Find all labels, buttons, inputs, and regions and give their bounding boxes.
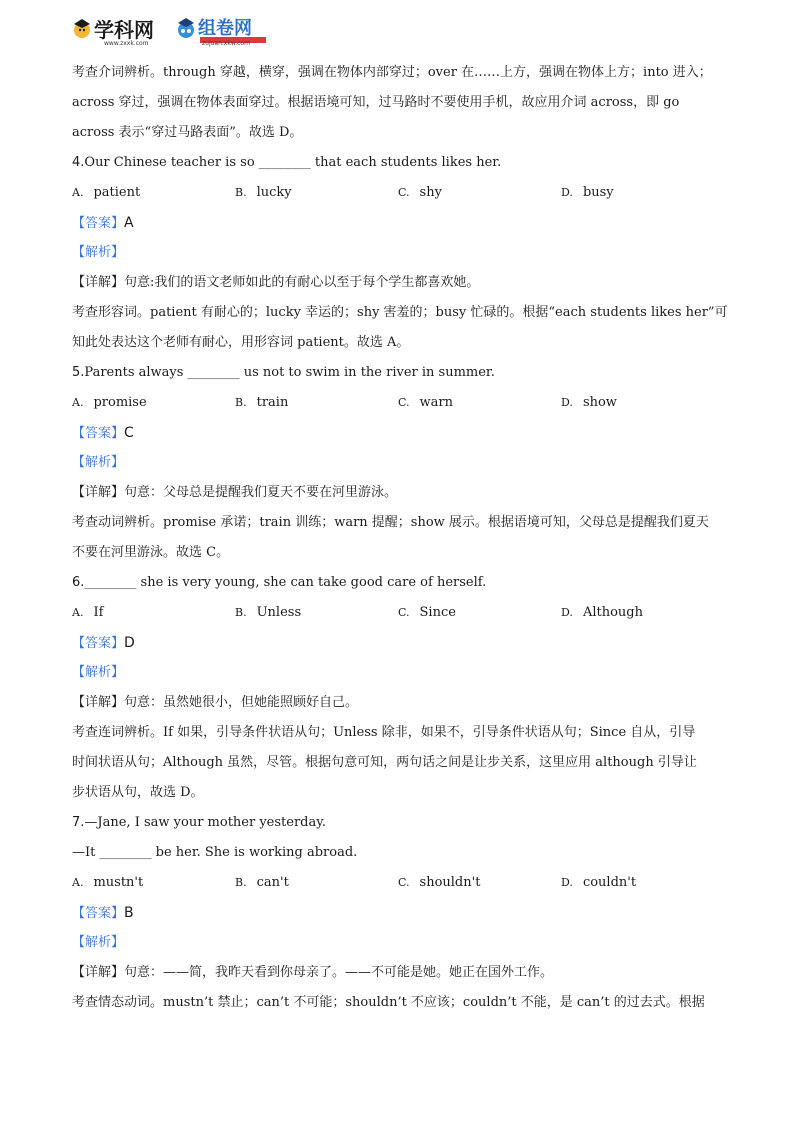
analysis-line — [72, 448, 732, 478]
text-line: across 表示“穿过马路表面”。故选 D。 — [72, 125, 303, 140]
question-text: ________ she is very young, she can take good care of herself. — [84, 575, 487, 590]
detail-line — [72, 268, 732, 298]
logo2-url: zujuan.xkw.com — [202, 40, 250, 47]
detail-tag: 【详解】 — [72, 275, 125, 290]
option-d: D. Although — [561, 605, 643, 620]
option-c: C. shy — [398, 185, 442, 200]
detail-text: 句意：——简，我昨天看到你母亲了。——不可能是她。她正在国外工作。 — [124, 965, 554, 980]
question-stem — [72, 808, 732, 838]
question-text: —Jane, I saw your mother yesterday. — [84, 815, 326, 830]
option-c: C. warn — [398, 395, 453, 410]
page-header — [72, 10, 292, 50]
answer-value: A — [124, 215, 134, 231]
analysis-tag: 【解析】 — [72, 935, 125, 950]
explanation-line: 步状语从句，故选 D。 — [72, 785, 204, 800]
answer-line — [72, 418, 732, 448]
detail-tag: 【详解】 — [72, 485, 125, 500]
logo1-url: www.zxxk.com — [104, 40, 149, 47]
answer-tag: 【答案】 — [72, 636, 125, 651]
answer-tag: 【答案】 — [72, 906, 125, 921]
options-row — [72, 598, 732, 628]
option-a: A. promise — [72, 395, 147, 410]
answer-value: B — [124, 905, 134, 921]
question-number: 7. — [72, 815, 85, 830]
detail-text: 句意:我们的语文老师如此的有耐心以至于每个学生都喜欢她。 — [124, 275, 480, 290]
explanation-line: 考查动词辨析。promise 承诺；train 训练；warn 提醒；show 展示。根据语境可知，父母总是提醒我们夏天 — [72, 515, 709, 530]
page-content — [72, 58, 732, 1018]
question-number: 6. — [72, 575, 85, 590]
option-b: B. Unless — [235, 605, 302, 620]
option-d: D. couldn't — [561, 875, 637, 890]
option-c: C. shouldn't — [398, 875, 481, 890]
answer-tag: 【答案】 — [72, 426, 125, 441]
detail-text: 句意：虽然她很小，但她能照顾好自己。 — [124, 695, 359, 710]
detail-line — [72, 958, 732, 988]
answer-line — [72, 898, 732, 928]
options-row — [72, 868, 732, 898]
question-number: 5. — [72, 365, 85, 380]
answer-value: C — [124, 425, 134, 441]
explanation-line: 考查情态动词。mustn’t 禁止；can’t 不可能；shouldn’t 不应该；couldn’t 不能，是 can’t 的过去式。根据 — [72, 995, 705, 1010]
option-c: C. Since — [398, 605, 456, 620]
option-b: B. train — [235, 395, 289, 410]
analysis-tag: 【解析】 — [72, 245, 125, 260]
option-d: D. busy — [561, 185, 614, 200]
question-stem — [72, 358, 732, 388]
question-number: 4. — [72, 155, 85, 170]
text-line: across 穿过，强调在物体表面穿过。根据语境可知，过马路时不要使用手机，故应用介词 across，即 go — [72, 95, 680, 110]
option-a: A. If — [72, 605, 104, 620]
analysis-line — [72, 238, 732, 268]
answer-tag: 【答案】 — [72, 216, 125, 231]
question-stem-continued: —It ________ be her. She is working abroad. — [72, 845, 358, 860]
detail-tag: 【详解】 — [72, 965, 125, 980]
answer-line — [72, 208, 732, 238]
question-stem — [72, 148, 732, 178]
option-b: B. lucky — [235, 185, 292, 200]
analysis-tag: 【解析】 — [72, 665, 125, 680]
detail-tag: 【详解】 — [72, 695, 125, 710]
options-row — [72, 388, 732, 418]
question-text: Parents always ________ us not to swim in the river in summer. — [84, 365, 495, 380]
answer-line — [72, 628, 732, 658]
option-a: A. patient — [72, 185, 141, 200]
option-b: B. can't — [235, 875, 289, 890]
analysis-tag: 【解析】 — [72, 455, 125, 470]
explanation-line: 时间状语从句；Although 虽然，尽管。根据句意可知，两句话之间是让步关系，这里应用 although 引导让 — [72, 755, 697, 770]
detail-text: 句意：父母总是提醒我们夏天不要在河里游泳。 — [124, 485, 398, 500]
explanation-line: 考查形容词。patient 有耐心的；lucky 幸运的；shy 害羞的；busy 忙碌的。根据“each students likes her”可 — [72, 305, 728, 320]
analysis-line — [72, 928, 732, 958]
option-a: A. mustn't — [72, 875, 144, 890]
text-line: 考查介词辨析。through 穿越，横穿，强调在物体内部穿过；over 在……上方，强调在物体上方；into 进入； — [72, 65, 712, 80]
question-stem — [72, 568, 732, 598]
answer-value: D — [124, 635, 135, 651]
explanation-line: 知此处表达这个老师有耐心，用形容词 patient。故选 A。 — [72, 335, 410, 350]
question-text: Our Chinese teacher is so ________ that each students likes her. — [84, 155, 502, 170]
logo1-text: 学科网 — [94, 18, 154, 42]
explanation-line: 考查连词辨析。If 如果，引导条件状语从句；Unless 除非，如果不，引导条件状语从句；Since 自从，引导 — [72, 725, 696, 740]
option-d: D. show — [561, 395, 617, 410]
detail-line — [72, 478, 732, 508]
options-row — [72, 178, 732, 208]
logo2-text: 组卷网 — [198, 18, 252, 39]
detail-line — [72, 688, 732, 718]
analysis-line — [72, 658, 732, 688]
explanation-line: 不要在河里游泳。故选 C。 — [72, 545, 230, 560]
